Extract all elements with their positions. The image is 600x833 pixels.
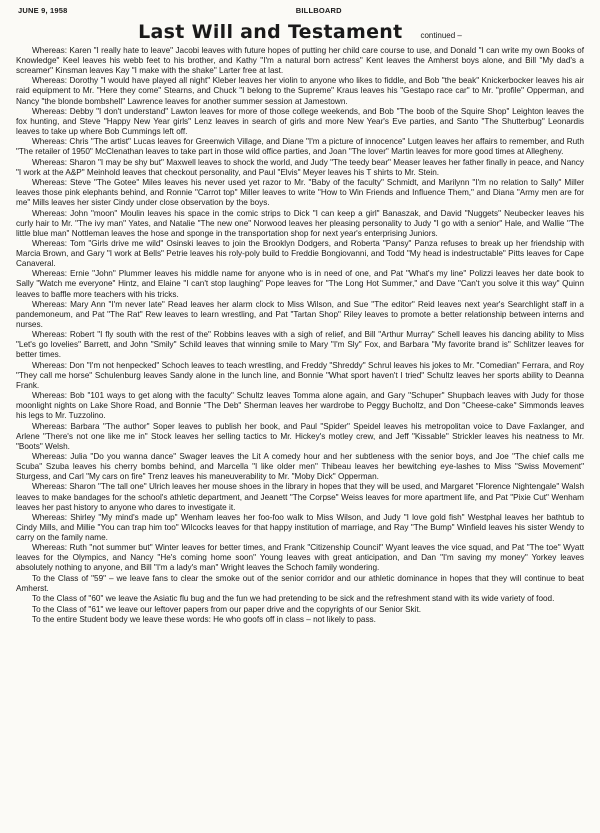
paragraph: Whereas: Bob "101 ways to get along with the faculty" Schultz leaves Tomma alone again, and Gary "Schuper" Shupbach leaves with Judy for those moonlight nights on Lake Shore Road, and Bonnie "The Deb" Sherman leaves her wardrobe to Peggy Bucholtz, and Don "Cheese-cake" Simmonds leaves his legs to Mr. Tuzzolino.	[16, 391, 584, 421]
paragraph: Whereas: Shirley "My mind's made up" Wenham leaves her foo-foo walk to Miss Wilson, and Judy "I love gold fish" Westphal leaves her bathtub to Cindy Mills, and Millie "You can trap him too" Wilcocks leaves for that happy institution of marriage, and Ray "The Bump" Winfield leaves his sister Wendy to carry on the family name.	[16, 512, 584, 542]
article-title: Last Will and Testament	[138, 21, 403, 43]
paragraph: Whereas: Julia "Do you wanna dance" Swager leaves the Lit A comedy hour and her subtleness with the senior boys, and Joe "The chief calls me Scuba" Szuba leaves his cherry bombs behind, and Marcella "I like older men" Thibeau leaves her bewitching eye-lashes to Miss "Swiss Movement" Sturgess, and Carl "My cars on fire" Trenz leaves his maneuverability to Mr. "Moby Dick" Opperman.	[16, 452, 584, 482]
paragraph: Whereas: Dorothy "I would have played all night" Kleber leaves her violin to anyone who likes to fiddle, and Bob "the beak" Knickerbocker leaves his air raid equipment to Mr. "Here they come" Stearns, and Chuck "I belong to the Supreme" Kraus leaves his "Gestapo race car" to Mr. "profile" Opperman, and Nancy "the blonde bombshell" Lawrence leaves for another summer session at Jamestown.	[16, 76, 584, 106]
paragraph: Whereas: Ruth "not summer but" Winter leaves for better times, and Frank "Citizenship Council" Wyant leaves the vice squad, and Pat "The toe" Wyatt leaves for the Olympics, and Nancy "He's coming home soon" Young leaves with great anticipation, and Dan "I'm saving my money" Yorkey leaves absolutely nothing to anyone, and Bill "I'm a lady's man" Wright leaves the Schoch family wondering.	[16, 543, 584, 573]
page-header	[16, 6, 584, 15]
paragraph: To the entire Student body we leave these words: He who goofs off in class – not likely to pass.	[32, 614, 376, 624]
paragraph: Whereas: Don "I'm not henpecked" Schoch leaves to teach wrestling, and Freddy "Shreddy" Schrul leaves his jokes to Mr. "Comedian" Ferrara, and Roy "They call me horse" Schulenburg leaves Sandy alone in the lunch line, and Bonnie "What sport haven't I tried" Schultz leaves her sports ability to Deanna Frank.	[16, 360, 584, 390]
paragraph: Whereas: John "moon" Moulin leaves his space in the comic strips to Dick "I can keep a girl" Banaszak, and David "Nuggets" Neubecker leaves his curly hair to Mr. "The ivy man" Yates, and Natalie "The new one" Norwood leaves her pleasing personality to Judy "I go with a senior" Hale, and Wallie "The little blue man" Nottleman leaves the hose and sponge in the transportation shop for next year's enterprising Juniors.	[16, 208, 584, 238]
paragraph: To the Class of "61" we leave our leftover papers from our paper drive and the copyrights of our Senior Skit.	[32, 604, 422, 614]
paragraph: Whereas: Robert "I fly south with the rest of the" Robbins leaves with a sigh of relief, and Bill "Arthur Murray" Schell leaves his dancing ability to Miss "Let's go lovelies" Barrett, and John "Smily" Schild leaves that winning smile to Mary "I'm Sly" Fox, and Barbara "My favorite brand is" Schlitzer leaves for better times.	[16, 330, 584, 360]
title-row	[16, 21, 584, 43]
paragraph: Whereas: Tom "Girls drive me wild" Osinski leaves to join the Brooklyn Dodgers, and Roberta "Pansy" Panza refuses to break up her friendship with Marcia Brown, and Gary "I work at Bells" Petrie leaves his roly-poly build to Freddie Bongiovanni, and Todd "My head is indestructable" Pitts leaves for Cape Canaveral.	[16, 238, 584, 269]
paragraph: To the Class of "59" – we leave fans to clear the smoke out of the senior corridor and our athletic dominance in hopes that they will continue to beat Amherst.	[16, 573, 584, 593]
paragraph: Whereas: Sharon "The tall one" Ulrich leaves her mouse shoes in the library in hopes that they will be used, and Margaret "Florence Nightengale" Walsh leaves to make bandages for the school's athletic department, and Jeanett "The Corpse" Weiss leaves for more apartment life, and Pat "Pixie Cut" Wenham leaves her past history to anyone who dares to investigate it.	[16, 482, 584, 512]
paragraph: Whereas: Sharon "I may be shy but" Maxwell leaves to shock the world, and Judy "The teedy bear" Measer leaves her father finally in peace, and Nancy "I work at the A&P" Meinhold leaves that checkout personality, and Paul "Elvis" Meyer leaves his T shirts to Mr. Stein.	[16, 157, 584, 177]
article-body	[16, 46, 584, 625]
continued-label: continued –	[420, 31, 462, 40]
publication-name: BILLBOARD	[295, 6, 342, 15]
paragraph: To the Class of "60" we leave the Asiatic flu bug and the fun we had pretending to be sick and the refreshment stand with its wide variety of food.	[32, 594, 555, 604]
paragraph: Whereas: Karen "I really hate to leave" Jacobi leaves with future hopes of putting her child care course to use, and Donald "I can write my own Books of Knowledge" Keel leaves his webb feet to his brother, and Kathy "I'm a natural born actress" Kent leaves the Amherst boys alone, and Bill "My dad's a screamer" Kinsman leaves Kay "I make with the shake" Larter free at last.	[16, 46, 584, 76]
paragraph: Whereas: Ernie "John" Plummer leaves his middle name for anyone who is in need of one, and Pat "What's my line" Polizzi leaves her date book to Sally "Watch me everyone" Hintz, and Elaine "I can't stop laughing" Pope leaves for "The Long Hot Summer," and Dave "Can't you solve it this way" Quinn leaves to baffle more teachers with his tricks.	[16, 269, 584, 299]
paragraph: Whereas: Chris "The artist" Lucas leaves for Greenwich Village, and Diane "I'm a picture of innocence" Lutgen leaves her affairs to remember, and Ruth "The retailer of 1950" McClenathan leaves to take part in those wild office parties, and Joan "The lover" Martin leaves for more good times at Allegheny.	[16, 137, 584, 157]
issue-date: JUNE 9, 1958	[18, 6, 68, 15]
paragraph: Whereas: Steve "The Gotee" Miles leaves his never used yet razor to Mr. "Baby of the faculty" Schmidt, and Marilynn "I'm no relation to Sally" Miller leaves those pink elephants behind, and Ronnie "Carrot top" Miller leaves to write "How to Win Friends and Influence Them," and Diana "Army men are for me" Mills leaves her sister Cindy under close observation by the boys.	[16, 178, 584, 208]
paragraph: Whereas: Barbara "The author" Soper leaves to publish her book, and Paul "Spider" Speidel leaves his metropolitan voice to Dave Faxlanger, and Arlene "There's not one like me in" Stock leaves her selling tactics to Mr. Hickey's motley crew, and Jeff "Kissable" Strickler leaves his neatness to Mr. "Boots" Welsh.	[16, 421, 584, 451]
paragraph: Whereas: Mary Ann "I'm never late" Read leaves her alarm clock to Miss Wilson, and Sue "The editor" Reid leaves next year's Searchlight staff in a pandemoneum, and Pat "The Rat" Rew leaves to learn wrestling, and Pat "Tartan Shop" Riley leaves to promote a better relationship between interns and nurses.	[16, 299, 584, 329]
paragraph: Whereas: Debby "I don't understand" Lawton leaves for more of those college weekends, and Bob "The boob of the Squire Shop" Leighton leaves the fox hunting, and Steve "Happy New Year girls" Lenz leaves in search of girls and more New Year's Eve parties, and Santo "The Shutterbug" Leonardis leaves to take up where Bob Cummings left off.	[16, 106, 584, 136]
